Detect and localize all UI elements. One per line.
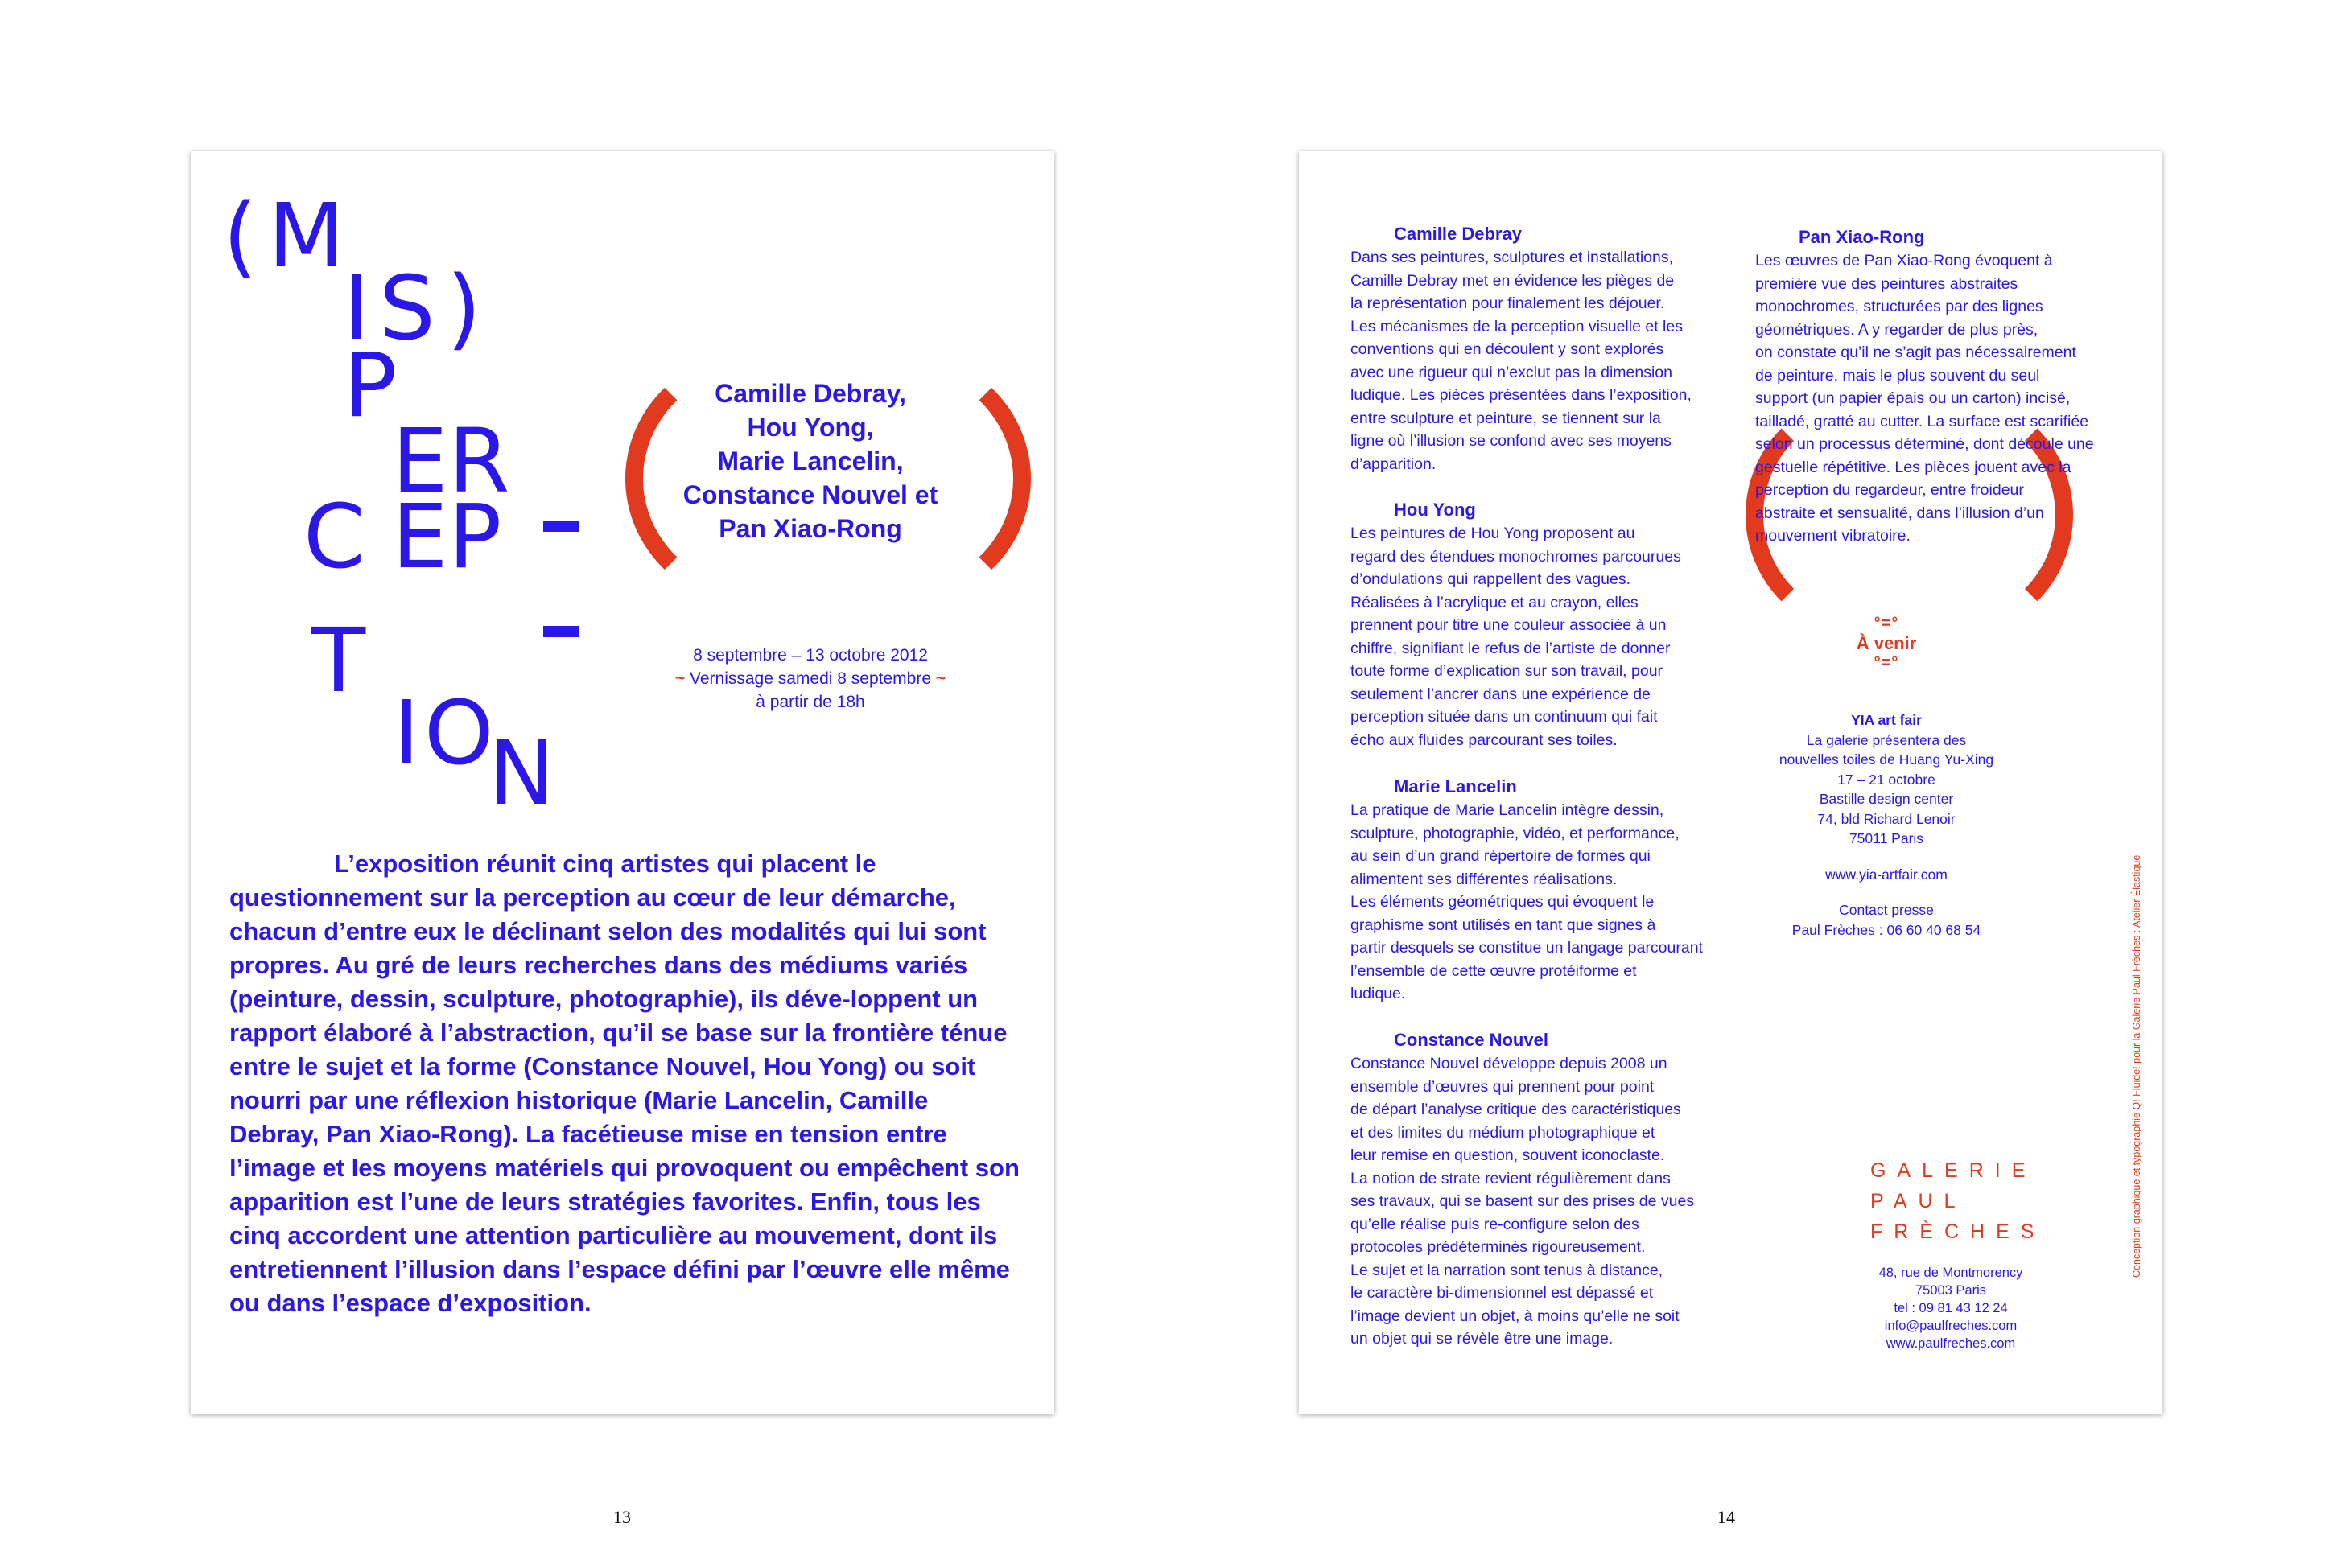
bio-line: gestuelle répétitive. Les pièces jouent avec la: [1755, 458, 2071, 476]
bio-line: perception située dans un continuum qui fait: [1350, 708, 1658, 726]
bio-line: ludique. Les pièces présentées dans l’exposition,: [1350, 386, 1692, 404]
bio-marie-lancelin: [1350, 775, 1729, 1006]
artist-name: Marie Lancelin,: [717, 447, 904, 475]
date-range: 8 septembre – 13 octobre 2012: [693, 646, 928, 665]
bio-line: première vue des peintures abstraites: [1755, 274, 2018, 293]
title-letter: P: [448, 485, 502, 588]
yia-art-fair: [1725, 710, 2047, 940]
yia-title: YIA art fair: [1851, 712, 1922, 728]
bio-line: de départ l’analyse critique des caractéristiques: [1350, 1101, 1681, 1118]
bio-line: le caractère bi-dimensionnel est dépassé et: [1350, 1284, 1654, 1302]
bio-line: monochromes, structurées par des lignes: [1755, 298, 2043, 315]
a-venir-section: [1766, 614, 2007, 673]
page-number: 13: [613, 1507, 631, 1527]
title-letter: (: [223, 184, 258, 287]
contact-label: Contact presse: [1839, 902, 1934, 918]
bio-line: prennent pour titre une couleur associée à un: [1350, 616, 1667, 634]
bio-line: la représentation pour finalement les déjouer.: [1350, 294, 1665, 312]
bio-line: de peinture, mais le plus souvent du seul: [1755, 366, 2040, 385]
bio-line: un objet qui se révèle être une image.: [1350, 1330, 1614, 1348]
bio-line: et des limites du médium photographique et: [1350, 1123, 1655, 1142]
artist-name: Constance Nouvel: [1394, 1030, 1548, 1050]
address-line: 48, rue de Montmorency: [1878, 1266, 2023, 1280]
bio-line: mouvement vibratoire.: [1755, 527, 1911, 545]
title-letter: P: [344, 334, 398, 437]
bio-pan-xiao-rong: [1755, 225, 2141, 548]
website-link[interactable]: www.paulfreches.com: [1886, 1336, 2016, 1351]
left-page: [191, 151, 1054, 1414]
bio-line: d’ondulations qui rappellent des vagues.: [1350, 570, 1631, 588]
address-line: tel : 09 81 43 12 24: [1894, 1301, 2008, 1315]
address-line: 75003 Paris: [1915, 1283, 1987, 1298]
bio-line: toute forme d’explication sur son travail, pour: [1350, 662, 1663, 680]
bio-line: seulement l’ancrer dans une expérience de: [1350, 685, 1651, 703]
bio-line: conventions qui en découlent y sont explorés: [1350, 340, 1664, 358]
title-letter: E: [392, 485, 448, 588]
bio-line: sculpture, photographie, vidéo, et performance,: [1350, 824, 1680, 842]
bio-line: on constate qu’il ne s’agit pas nécessairement: [1755, 344, 2076, 361]
bio-line: graphisme sont utilisés en tant que signes à: [1350, 916, 1656, 934]
bio-line: au sein d’un grand répertoire de formes qui: [1350, 847, 1651, 865]
bio-line: protocoles prédéterminés rigoureusement.: [1350, 1238, 1646, 1256]
bio-line: La notion de strate revient régulièrement dans: [1350, 1169, 1671, 1187]
exhibition-dates: [674, 644, 947, 714]
title-letter: I: [394, 681, 420, 784]
bio-line: Réalisées à l’acrylique et au crayon, elles: [1350, 593, 1639, 611]
bio-line: abstraite et sensualité, dans l’illusion d’un: [1755, 504, 2044, 522]
artist-name: Camille Debray: [1394, 224, 1522, 244]
bio-constance-nouvel: [1350, 1028, 1729, 1351]
bio-line: qu’elle réalise puis re-configure selon des: [1350, 1215, 1639, 1233]
artist-list: [674, 377, 947, 545]
a-venir-ornament: °=°: [1874, 654, 1899, 672]
bio-line: l’image devient un objet, à moins qu’elle ne soit: [1350, 1307, 1680, 1325]
bio-line: géométriques. A y regarder de plus près,: [1755, 320, 2038, 339]
bio-line: écho aux fluides parcourant ses toiles.: [1350, 730, 1618, 749]
bio-line: tailladé, gratté au cutter. La surface est scarifiée: [1755, 412, 2089, 430]
bio-line: Les œuvres de Pan Xiao-Rong évoquent à: [1755, 252, 2053, 270]
artist-name: Pan Xiao-Rong: [719, 514, 902, 543]
bio-line: l’ensemble de cette œuvre protéiforme et: [1350, 961, 1637, 980]
a-venir-ornament: °=°: [1874, 615, 1899, 632]
yia-line: 75011 Paris: [1849, 830, 1924, 846]
bio-line: Le sujet et la narration sont tenus à distance,: [1350, 1261, 1663, 1279]
logo-line: PAUL: [1870, 1190, 1967, 1212]
title-hyphen: [543, 521, 579, 532]
artist-name: Marie Lancelin: [1394, 776, 1517, 796]
bio-line: selon un processus déterminé, dont découle une: [1755, 435, 2094, 453]
bio-line: support (un papier épais ou un carton) incisé,: [1755, 389, 2071, 407]
bio-line: ligne où l’illusion se confond avec ses moyens: [1350, 432, 1672, 450]
title-letter: ): [447, 257, 481, 360]
bio-line: chiffre, signifiant le refus de l’artiste de donner: [1350, 639, 1671, 657]
yia-url[interactable]: www.yia-artfair.com: [1825, 866, 1948, 883]
yia-line: nouvelles toiles de Huang Yu-Xing: [1779, 751, 1994, 768]
vernissage-time: à partir de 18h: [756, 693, 865, 711]
yia-line: Bastille design center: [1819, 791, 1954, 807]
design-credit: Conception graphique et typographie Q! Fluide! pour la Galerie Paul Frèches : Atelier Élastique: [2131, 854, 2142, 1278]
title-letter: N: [488, 722, 555, 825]
bio-line: entre sculpture et peinture, se tiennent sur la: [1350, 409, 1661, 427]
contact-phone: Paul Frèches : 06 60 40 68 54: [1791, 921, 1981, 938]
vernissage-line: [674, 667, 947, 690]
artist-name: Pan Xiao-Rong: [1799, 227, 1925, 247]
a-venir-title: À venir: [1856, 632, 1917, 653]
yia-line: La galerie présentera des: [1806, 731, 1967, 748]
bio-line: Les mécanismes de la perception visuelle et les: [1350, 317, 1683, 335]
title-hyphen: [543, 626, 579, 637]
yia-line: 74, bld Richard Lenoir: [1817, 810, 1956, 827]
bio-line: d’apparition.: [1350, 455, 1437, 473]
bio-line: ensemble d’œuvres qui prennent pour point: [1350, 1077, 1655, 1096]
vernissage-text: Vernissage samedi 8 septembre: [690, 669, 931, 688]
artist-name: Constance Nouvel et: [682, 480, 938, 509]
title-letter: R: [448, 409, 510, 512]
yia-line: 17 – 21 octobre: [1837, 771, 1935, 788]
page-number: 14: [1717, 1507, 1735, 1527]
intro-text: L’exposition réunit cinq artistes qui placent le questionnement sur la perception au cœur de leur démarche, chacun d’entre eux le déclinant selon des modalités qui lui sont propres. Au gré de leurs recherches dans des médiums variés (peinture, dessin, sculpture, photographie), ils déve-loppent un rapport élaboré à l’abstraction, qu’il se base sur la frontière ténue entre le sujet et la forme (Constance Nouvel, Hou Yong) ou soit nourri par une réflexion historique (Marie Lancelin, Camille Debray, Pan Xiao-Rong). La facétieuse mise en tension entre l’image et les moyens matériels qui provoquent ou empêchent son apparition est l’une de leurs stratégies favorites. Enfin, tous les cinq accordent une attention particulière au mouvement, dont ils entretiennent l’illusion dans l’espace défini par l’œuvre elle même ou dans l’espace d’exposition.: [229, 850, 1020, 1317]
title-letter: M: [268, 184, 344, 287]
tilde-ornament: ~: [935, 669, 946, 688]
bio-line: alimentent ses différentes réalisations.: [1350, 870, 1618, 888]
bio-line: leur remise en question, souvent iconoclaste.: [1350, 1146, 1665, 1164]
galerie-address: [1830, 1264, 2071, 1352]
bio-line: Camille Debray met en évidence les pièges de: [1350, 271, 1675, 290]
title-letter: S: [379, 257, 435, 360]
bio-line: ses travaux, qui se basent sur des prises de vues: [1350, 1192, 1695, 1210]
bio-line: regard des étendues monochromes parcourues: [1350, 547, 1681, 566]
title-letter: I: [344, 257, 370, 360]
email-link[interactable]: info@paulfreches.com: [1884, 1319, 2018, 1333]
title-letter: E: [392, 409, 448, 512]
galerie-logo: [1870, 1155, 2045, 1247]
bio-line: Les éléments géométriques qui évoquent le: [1350, 893, 1655, 911]
bio-hou-yong: [1350, 498, 1729, 751]
logo-line: FRÈCHES: [1870, 1220, 2046, 1243]
bio-line: Constance Nouvel développe depuis 2008 un: [1350, 1055, 1667, 1072]
bio-line: La pratique de Marie Lancelin intègre dessin,: [1350, 801, 1664, 819]
artist-name: Hou Yong,: [747, 413, 874, 442]
bio-line: perception du regardeur, entre froideur: [1755, 481, 2024, 499]
logo-line: GALERIE: [1870, 1159, 2037, 1182]
bio-camille-debray: [1350, 222, 1729, 475]
bio-line: ludique.: [1350, 985, 1406, 1002]
tilde-ornament: ~: [674, 669, 686, 688]
bio-line: avec une rigueur qui n’exclut pas la dimension: [1350, 363, 1672, 381]
artist-name: Camille Debray,: [715, 379, 906, 408]
right-page: [1299, 151, 2162, 1414]
title-letter: O: [424, 681, 494, 784]
bio-line: partir desquels se constitue un langage parcourant: [1350, 939, 1703, 957]
intro-paragraph: [229, 847, 1022, 1320]
artist-name: Hou Yong: [1394, 500, 1476, 520]
bio-line: Dans ses peintures, sculptures et installations,: [1350, 249, 1674, 266]
title-letter: T: [311, 609, 366, 712]
bio-line: Les peintures de Hou Yong proposent au: [1350, 525, 1635, 542]
title-letter: C: [303, 485, 365, 588]
